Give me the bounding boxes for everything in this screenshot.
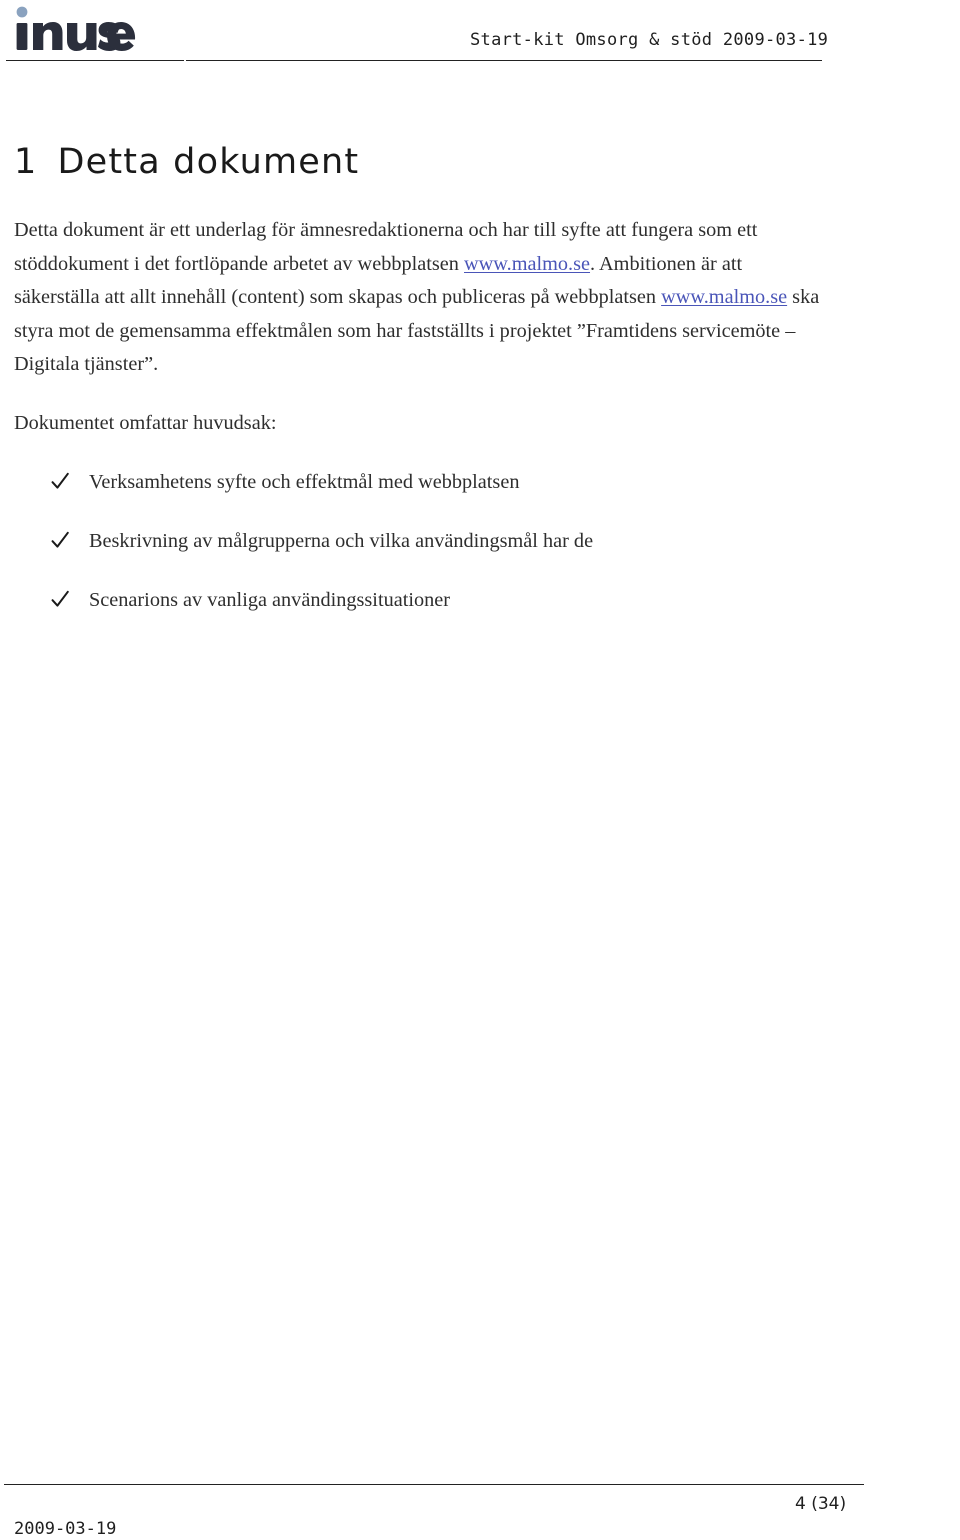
list-item-label: Scenarions av vanliga användingssituationer bbox=[89, 589, 451, 611]
section-number: 1 bbox=[14, 142, 38, 182]
section-heading bbox=[14, 142, 359, 182]
paragraph-line: Digitala tjänster”. bbox=[14, 353, 159, 376]
footer-divider bbox=[4, 1484, 864, 1485]
page-number: 4 (34) bbox=[795, 1494, 847, 1514]
paragraph-text: stöddokument i det fortlöpande arbetet av webbplatsen bbox=[14, 252, 465, 275]
checkmark-icon bbox=[50, 530, 70, 550]
intro-text: Dokumentet omfattar huvudsak: bbox=[14, 412, 277, 434]
page-header bbox=[0, 0, 960, 62]
checkmark-icon bbox=[50, 471, 70, 491]
list-item bbox=[0, 526, 900, 556]
footer-date: 2009-03-19 bbox=[14, 1519, 117, 1539]
paragraph-text: ska bbox=[787, 286, 820, 309]
paragraph-text: . Ambitionen är att bbox=[590, 252, 743, 275]
header-title: Start-kit Omsorg & stöd 2009-03-19 bbox=[470, 30, 829, 50]
paragraph-line: styra mot de gemensamma effektmålen som har fastställts i projektet ”Framtidens servicemöte – bbox=[14, 319, 796, 342]
list-item bbox=[0, 467, 900, 497]
paragraph-text: säkerställa att allt innehåll (content) som skapas och publiceras på webbplatsen bbox=[14, 286, 662, 309]
checkmark-icon bbox=[50, 589, 70, 609]
paragraph-line bbox=[14, 281, 960, 315]
header-divider bbox=[186, 60, 822, 61]
malmo-link[interactable]: www.malmo.se bbox=[464, 252, 591, 275]
inuse-logo bbox=[14, 4, 139, 54]
paragraph-line bbox=[14, 248, 960, 282]
section-title: Detta dokument bbox=[57, 142, 360, 182]
malmo-link[interactable]: www.malmo.se bbox=[661, 286, 788, 309]
list-item bbox=[0, 585, 900, 615]
paragraph-line: Detta dokument är ett underlag för ämnesredaktionerna och har till syfte att fungera som ett bbox=[14, 219, 758, 241]
list-item-label: Beskrivning av målgrupperna och vilka användingsmål har de bbox=[89, 530, 594, 552]
header-divider bbox=[6, 60, 184, 61]
body-paragraph bbox=[14, 214, 960, 382]
list-item-label: Verksamhetens syfte och effektmål med webbplatsen bbox=[89, 471, 520, 493]
